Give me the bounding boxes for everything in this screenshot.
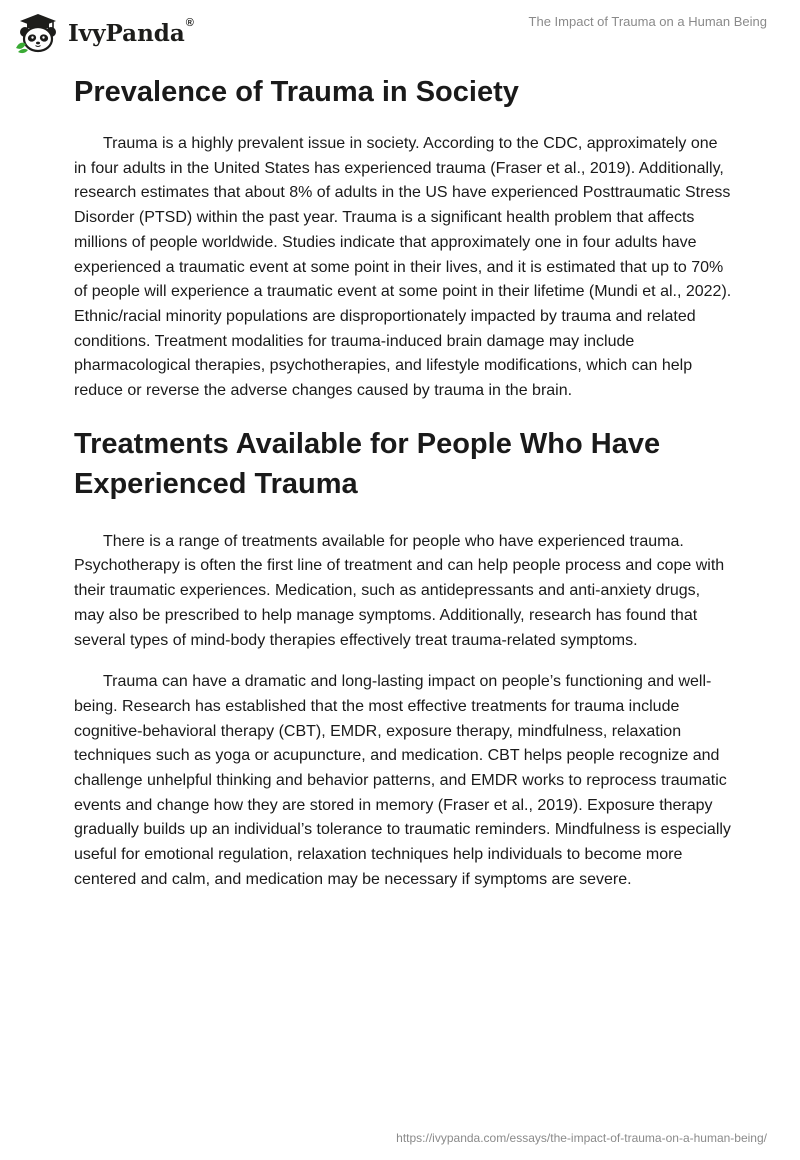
page-header — [0, 0, 800, 70]
registered-mark: ® — [185, 16, 194, 29]
paragraph-prevalence: Trauma is a highly prevalent issue in society. According to the CDC, approximately one in four adults in the United States has experienced trauma (Fraser et al., 2019). Additionally, research estimates that about 8% of adults in the US have experienced Posttraumatic Stress Disorder (PTSD) within the past year. Trauma is a significant health problem that affects millions of people worldwide. Studies indicate that approximately one in four adults have experienced a traumatic event at some point in their lives, and it is estimated that up to 70% of people will experience a traumatic event at some point in their lifetime (Mundi et al., 2022). Ethnic/racial minority populations are disproportionately impacted by trauma and related conditions. Treatment modalities for trauma-induced brain damage may include pharmacological therapies, psychotherapies, and lifestyle modifications, which can help reduce or reverse the adverse changes caused by trauma in the brain. — [74, 135, 732, 400]
paragraph-treatments-1: There is a range of treatments available for people who have experienced trauma. Psychotherapy is often the first line of treatment and can help people process and cope with their traumatic experiences. Medication, such as antidepressants and anti-anxiety drugs, may also be prescribed to help manage symptoms. Additionally, research has found that several types of mind-body therapies effectively treat trauma-related symptoms. — [74, 532, 725, 649]
brand-name: IvyPanda® — [68, 16, 194, 47]
source-url[interactable]: https://ivypanda.com/essays/the-impact-of-trauma-on-a-human-being/ — [396, 1131, 767, 1145]
essay-content — [74, 70, 734, 893]
section-heading-treatments: Treatments Available for People Who Have Experienced Trauma — [74, 427, 661, 500]
panda-graduate-icon — [14, 10, 62, 54]
section-heading-prevalence: Prevalence of Trauma in Society — [74, 76, 519, 108]
paragraph-treatments-2: Trauma can have a dramatic and long-lasting impact on people’s functioning and well-being. Research has established that the most effective treatments for trauma include cognitive-behavioral therapy (CBT), EMDR, exposure therapy, mindfulness, relaxation techniques such as yoga or acupuncture, and medication. CBT helps people recognize and challenge unhelpful thinking and behavior patterns, and EMDR works to reprocess traumatic events and change how they are stored in memory (Fraser et al., 2019). Exposure therapy gradually builds up an individual’s tolerance to traumatic reminders. Mindfulness is especially useful for emotional regulation, relaxation techniques help individuals to become more centered and calm, and medication may be necessary if symptoms are severe. — [74, 673, 731, 888]
ivypanda-logo[interactable] — [14, 9, 194, 55]
document-title: The Impact of Trauma on a Human Being — [528, 14, 767, 29]
